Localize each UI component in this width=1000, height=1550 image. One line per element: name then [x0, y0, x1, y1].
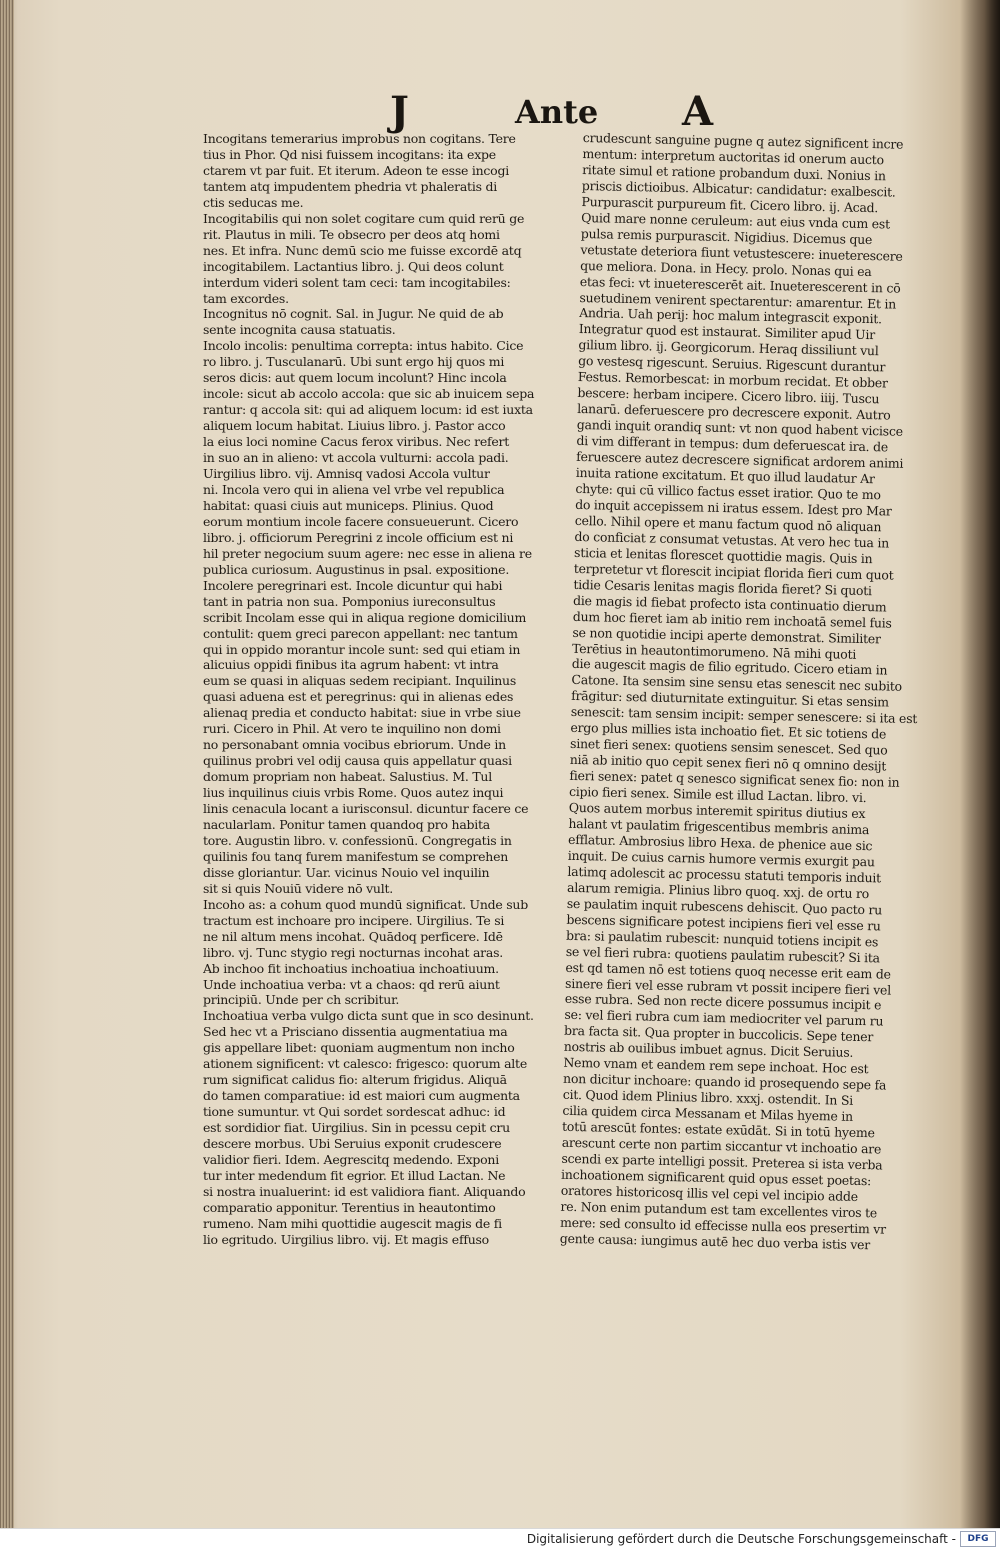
text-line: cilia quidem circa Messanam et Milas hyeme in: [562, 1102, 854, 1125]
text-line: Incoho as: a cohum quod mundū significat. Unde sub: [203, 896, 528, 912]
text-line: senescit: tam sensim incipit: semper senescere: si ita est: [570, 704, 918, 727]
text-line: incole: sicut ab accolo accola: que sic ab inuicem sepa: [203, 386, 535, 402]
text-line: ationem significent: vt calesco: frigesco: quorum alte: [203, 1056, 527, 1072]
text-line: publica curiosum. Augustinus in psal. expositione.: [203, 561, 510, 577]
text-line: crudescunt sanguine pugne q autez significent incre: [582, 130, 904, 152]
text-line: gandi inquit orandiq sunt: vt non quod habent vicisce: [576, 417, 903, 439]
text-line: inchoationem significarent quid opus esset poetas:: [560, 1166, 872, 1189]
right-text-column: [560, 130, 931, 1254]
text-line: mentum: interpretum auctoritas id onerum aucto: [582, 145, 884, 168]
text-line: se paulatim inquit rubescens dehiscit. Quo pacto ru: [566, 895, 883, 918]
text-line: non dicitur inchoare: quando id prosequendo sepe fa: [562, 1071, 887, 1093]
text-line: hil preter negocium suum agere: nec esse in aliena re: [203, 545, 532, 561]
text-line: die augescit magis de filio egritudo. Cicero etiam in: [571, 656, 888, 678]
text-line: tantem atq impudentem phedria vt phaleratis di: [203, 178, 497, 194]
text-line: alicuius oppidi finibus ita agrum habent: vt intra: [203, 657, 499, 673]
text-line: no personabant omnia vocibus ebriorum. Unde in: [203, 737, 506, 753]
text-line: suetudinem venirent spectarentur: amarentur. Et in: [579, 289, 897, 312]
funding-credit: Digitalisierung gefördert durch die Deutsche Forschungsgemeinschaft -: [526, 1532, 956, 1546]
text-line: frāgitur: sed diuturnitate extinguitur. Si etas sensim: [570, 688, 889, 710]
text-line: terpretetur vt florescit incipiat florida fieri cum quot: [573, 560, 894, 583]
text-line: inuita ratione excitatum. Et quo illud laudatur Ar: [575, 464, 875, 487]
text-line: esse rubra. Sed non recte dicere possumus incipit e: [564, 991, 882, 1013]
text-line: rit. Plautus in mili. Te obsecro per deos atq homi: [203, 226, 500, 242]
text-line: pulsa remis purpurascit. Nigidius. Dicemus que: [580, 225, 873, 247]
running-header: [390, 88, 730, 136]
text-line: chyte: qui cū villico factus esset iratior. Quo te mo: [575, 480, 881, 503]
text-line: sticia et lenitas florescet quottidie magis. Quis in: [573, 544, 873, 566]
text-line: nacularlam. Ponitur tamen quandoq pro habita: [203, 816, 490, 832]
header-running-head: Ante: [515, 93, 599, 131]
footer-bar: [0, 1528, 1000, 1550]
text-line: Incogitans temerarius improbus non cogitans. Tere: [203, 131, 516, 146]
text-line: do inquit accepissem ni iratus essem. Idest pro Mar: [575, 496, 892, 519]
text-line: incogitabilem. Lactantius libro. j. Qui deos colunt: [203, 258, 504, 274]
text-line: sit si quis Nouiū videre nō vult.: [203, 880, 393, 896]
text-line: sinere fieri vel esse rubram vt possit incipere fieri vel: [564, 975, 892, 998]
text-line: sente incognita causa statuatis.: [203, 322, 396, 338]
text-line: bescens significare potest incipiens fieri vel esse ru: [566, 911, 881, 934]
text-line: di vim differant in tempus: dum deferuescat ira. de: [576, 433, 889, 455]
text-line: ro libro. j. Tusculanarū. Ubi sunt ergo hij quos mi: [203, 354, 505, 370]
text-line: tore. Augustin libro. v. confessionū. Congregatis in: [203, 832, 512, 848]
text-line: nes. Et infra. Nunc demū scio me fuisse excordē atq: [203, 242, 522, 258]
text-line: habitat: quasi ciuis aut municeps. Plinius. Quod: [203, 497, 494, 513]
text-line: go vestesq rigescunt. Seruius. Rigescunt durantur: [578, 353, 886, 375]
text-line: aliquem locum habitat. Liuius libro. j. Pastor acco: [203, 418, 506, 434]
text-line: alienaq predia et conducto habitat: siue in vrbe siue: [203, 705, 521, 721]
text-line: die magis id fiebat profecto ista continuatio dierum: [572, 592, 887, 615]
text-line: ritate simul et ratione probandum duxi. Nonius in: [582, 161, 886, 184]
text-line: ergo plus millies ista inchoatio fiet. Et sic totiens de: [570, 720, 887, 742]
text-line: Integratur quod est instaurat. Similiter apud Uir: [578, 321, 876, 343]
text-line: Uirgilius libro. vij. Amnisq vadosi Accola vultur: [203, 466, 490, 482]
dfg-logo: DFG: [960, 1531, 996, 1547]
text-line: validior fieri. Idem. Aegrescitq medendo. Exponi: [203, 1152, 499, 1167]
text-line: inquit. De cuius carnis humore vermis exurgit pau: [567, 847, 875, 870]
text-line: interdum videri solent tam ceci: tam incogitabiles:: [203, 274, 511, 290]
text-line: tractum est inchoare pro incipere. Uirgilius. Te si: [203, 912, 505, 928]
text-line: contulit: quem greci parecon appellant: nec tantum: [203, 625, 518, 641]
text-line: Ab inchoo fit inchoatius inchoatiua inchoatiuum.: [203, 960, 499, 976]
text-line: do conficiat z consumat vetustas. At vero hec tua in: [574, 528, 890, 551]
text-line: rantur: q accola sit: qui ad aliquem locum: id est iuxta: [203, 402, 533, 418]
text-line: lio egritudo. Uirgilius libro. vij. Et magis effuso: [203, 1231, 489, 1247]
text-line: lius inquilinus ciuis vrbis Rome. Quos autez inqui: [203, 785, 504, 801]
text-line: vetustate deteriora fiunt vetustescere: inueterescere: [580, 241, 903, 264]
text-line: se non quotidie incipi aperte demonstrat. Similiter: [572, 624, 881, 646]
text-line: re. Non enim putandum est tam excellentes viros te: [560, 1198, 878, 1221]
text-line: bra: si paulatim rubescit: nunquid totiens incipit es: [565, 927, 879, 950]
text-line: tant in patria non sua. Pomponius iureconsultus: [203, 593, 496, 609]
text-line: mere: sed consulto id effecisse nulla eos presertim vr: [559, 1214, 886, 1237]
text-line: totū arescūt fontes: estate exūdāt. Si in totū hyeme: [561, 1118, 875, 1141]
text-line: est sordidior fiat. Uirgilius. Sin in pcessu cepit cru: [203, 1120, 510, 1136]
text-line: feruescere autez decrescere significat ardorem animi: [576, 448, 904, 471]
text-line: libro. j. officiorum Peregrini z incole officium est ni: [203, 529, 514, 545]
text-line: Terētius in heautontimorumeno. Nā mihi quoti: [571, 640, 857, 662]
page-stack-edge: [0, 0, 14, 1528]
text-line: Inchoatiua verba vulgo dicta sunt que in sco desinunt.: [203, 1008, 534, 1024]
text-line: alarum remigia. Plinius libro quoq. xxj. de ortu ro: [566, 879, 870, 901]
text-line: Purpurascit purpureum fit. Cicero libro. ij. Acad.: [581, 193, 879, 216]
header-left-letter: J: [390, 88, 409, 135]
text-line: eum se quasi in aliquas sedem recipiant. Inquilinus: [203, 673, 516, 689]
text-line: cit. Quod idem Plinius libro. xxxj. ostendit. In Si: [562, 1086, 854, 1109]
text-line: se vel fieri rubra: quotiens paulatim rubescit? Si ita: [565, 943, 881, 966]
text-line: gente causa: iungimus autē hec duo verba istis ver: [559, 1230, 871, 1253]
text-line: seros dicis: aut quem locum incolunt? Hinc incola: [203, 370, 507, 386]
text-line: Sed hec vt a Prisciano dissentia augmentatiua ma: [203, 1024, 508, 1040]
text-line: efflatur. Ambrosius libro Hexa. de phenice aue sic: [567, 831, 873, 854]
text-line: quilinus probri vel odij causa quis appellatur quasi: [203, 753, 512, 769]
text-line: qui in oppido morantur incole sunt: sed qui etiam in: [203, 641, 521, 657]
text-line: Incognitus nō cognit. Sal. in Jugur. Ne quid de ab: [203, 306, 504, 322]
text-line: scendi ex parte intelligi possit. Preterea si ista verba: [561, 1150, 883, 1173]
text-line: linis cenacula locant a iurisconsul. dicuntur facere ce: [203, 801, 529, 817]
text-line: lanarū. deferuescere pro decrescere exponit. Autro: [577, 401, 891, 423]
text-line: disse gloriantur. Uar. vicinus Nouio vel inquilin: [203, 864, 490, 880]
text-line: Festus. Remorbescat: in morbum recidat. Et obber: [577, 369, 888, 391]
text-line: gilium libro. ij. Georgicorum. Heraq dissiliunt vul: [578, 337, 879, 359]
text-line: Nemo vnam et eandem rem sepe inchoat. Hoc est: [563, 1055, 869, 1077]
text-line: libro. vj. Tunc stygio regi nocturnas incohat aras.: [203, 944, 503, 960]
text-line: est qd tamen nō est totiens quoq necesse erit eam de: [565, 959, 891, 982]
text-line: dum hoc fieret iam ab initio rem inchoatā semel fuis: [572, 608, 892, 631]
text-line: ne nil altum mens incohat. Quādoq perficere. Idē: [203, 928, 503, 944]
header-right-letter: A: [682, 88, 714, 135]
text-line: niā ab initio quo cepit senex fieri nō q omnino desijt: [569, 752, 887, 774]
text-line: halant vt paulatim frigescentibus membris anima: [568, 815, 870, 838]
text-line: tidie Cesaris lenitas magis florida fieret? Si quoti: [573, 576, 872, 598]
text-line: descere morbus. Ubi Seruius exponit crudescere: [203, 1136, 502, 1152]
text-line: Quid mare nonne ceruleum: aut eius vnda cum est: [581, 209, 890, 232]
text-line: la eius loci nomine Cacus ferox viribus. Nec refert: [203, 434, 510, 450]
text-line: tur inter medendum fit egrior. Et illud Lactan. Ne: [203, 1167, 506, 1183]
text-line: cipio fieri senex. Simile est illud Lactan. libro. vi.: [568, 783, 867, 806]
text-line: rumeno. Nam mihi quottidie augescit magis de fi: [203, 1215, 502, 1231]
text-line: se: vel fieri rubra cum iam mediocriter vel parum ru: [564, 1007, 884, 1029]
text-line: quasi aduena est et peregrinus: qui in alienas edes: [203, 689, 514, 705]
text-line: ni. Incola vero qui in aliena vel vrbe vel republica: [203, 481, 505, 497]
text-line: ruri. Cicero in Phil. At vero te inquilino non domi: [203, 721, 501, 737]
text-line: Incogitabilis qui non solet cogitare cum quid rerū ge: [203, 210, 525, 226]
text-line: Incolere peregrinari est. Incole dicuntur qui habi: [203, 577, 503, 593]
text-line: tius in Phor. Qd nisi fuissem incogitans: ita expe: [203, 146, 496, 162]
text-line: in suo an in alieno: vt accola vulturni: accola padi.: [203, 450, 509, 466]
text-line: latimq adolescit ac processu statuti temporis induit: [567, 863, 882, 886]
text-line: domum propriam non habeat. Salustius. M. Tul: [203, 769, 492, 785]
text-line: gis appellare libet: quoniam augmentum non incho: [203, 1040, 515, 1056]
text-line: tione sumuntur. vt Qui sordet sordescat adhuc: id: [203, 1104, 506, 1120]
text-line: do tamen comparatiue: id est maiori cum augmenta: [203, 1088, 520, 1104]
text-line: priscis dictioibus. Albicatur: candidatur: exalbescit.: [581, 177, 896, 200]
text-line: si nostra inualuerint: id est validiora fiant. Aliquando: [203, 1183, 526, 1199]
text-line: Quos autem morbus interemit spiritus diutius ex: [568, 799, 866, 822]
text-line: oratores historicosq illis vel cepi vel incipio adde: [560, 1182, 859, 1204]
text-line: ctarem vt par fuit. Et iterum. Adeon te esse incogi: [203, 162, 509, 178]
text-line: nostris ab ouilibus imbuet agnus. Dicit Seruius.: [563, 1039, 854, 1061]
text-line: bescere: herbam incipere. Cicero libro. iiij. Tuscu: [577, 385, 880, 407]
text-line: sinet fieri senex: quotiens sensim senescet. Sed quo: [569, 736, 888, 758]
text-line: quilinis fou tanq furem manifestum se comprehen: [203, 848, 509, 864]
text-line: cello. Nihil opere et manu factum quod nō aliquan: [574, 512, 882, 535]
text-line: ctis seducas me.: [203, 194, 304, 210]
page-gutter-shadow: [960, 0, 1000, 1528]
text-line: tam excordes.: [203, 290, 289, 306]
text-line: scribit Incolam esse qui in aliqua regione domicilium: [203, 609, 527, 625]
left-text-column: [203, 131, 575, 1248]
text-line: que meliora. Dona. in Hecy. prolo. Nonas qui ea: [580, 257, 872, 279]
text-line: bra facta sit. Qua propter in buccolicis. Sepe tener: [563, 1023, 874, 1045]
text-line: Unde inchoatiua verba: vt a chaos: qd rerū aiunt: [203, 976, 500, 992]
text-line: arescunt certe non partim siccantur vt inchoatio are: [561, 1134, 882, 1157]
text-line: comparatio apponitur. Terentius in heautontimo: [203, 1199, 496, 1215]
text-line: Incolo incolis: penultima correpta: intus habito. Cice: [203, 338, 524, 354]
text-line: eorum montium incole facere consueuerunt. Cicero: [203, 513, 519, 529]
text-line: rum significat calidus fio: alterum frigidus. Aliquā: [203, 1072, 507, 1088]
text-line: Catone. Ita sensim sine sensu etas senescit nec subito: [571, 672, 903, 695]
text-line: Andria. Uah perij: hoc malum integrascit exponit.: [579, 305, 882, 327]
text-line: fieri senex: patet q senesco significat senex fio: non in: [569, 767, 900, 790]
text-line: etas feci: vt inueterescerēt ait. Inueterescerent in cō: [579, 273, 901, 296]
text-line: principiū. Unde per ch scribitur.: [203, 992, 400, 1008]
